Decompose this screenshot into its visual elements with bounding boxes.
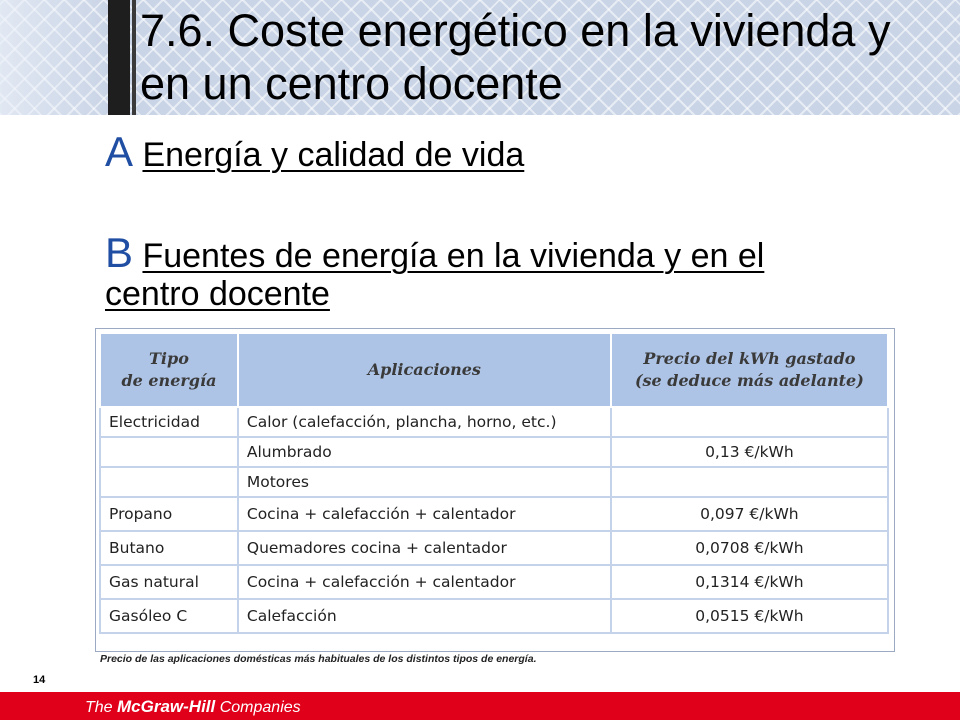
cell-tipo: Propano xyxy=(100,497,238,531)
cell-aplicacion: Calefacción xyxy=(238,599,611,633)
cell-aplicacion: Cocina + calefacción + calentador xyxy=(238,497,611,531)
header-precio: Precio del kWh gastado (se deduce más adelante) xyxy=(611,333,888,407)
cell-tipo: Butano xyxy=(100,531,238,565)
section-a xyxy=(105,128,524,176)
cell-precio xyxy=(611,467,888,497)
logo-suffix: Companies xyxy=(215,699,301,716)
section-letter: A xyxy=(105,128,134,175)
cell-precio: 0,13 €/kWh xyxy=(611,437,888,467)
header-banner xyxy=(0,0,960,115)
table-row xyxy=(100,497,888,531)
table-row xyxy=(100,599,888,633)
logo-prefix: The xyxy=(85,699,118,716)
cell-tipo xyxy=(100,467,238,497)
cell-precio: 0,0708 €/kWh xyxy=(611,531,888,565)
table-row xyxy=(100,437,888,467)
energy-table-container xyxy=(95,328,895,652)
header-accent-bar xyxy=(108,0,130,115)
cell-tipo xyxy=(100,437,238,467)
cell-aplicacion: Calor (calefacción, plancha, horno, etc.) xyxy=(238,407,611,437)
table-row xyxy=(100,565,888,599)
section-title-link[interactable]: Fuentes de energía en la vivienda y en el centro docente xyxy=(105,237,765,313)
cell-tipo: Gas natural xyxy=(100,565,238,599)
header-accent-line xyxy=(132,0,136,115)
table-caption: Precio de las aplicaciones domésticas más habituales de los distintos tipos de energía. xyxy=(100,653,537,665)
cell-aplicacion: Motores xyxy=(238,467,611,497)
cell-precio: 0,0515 €/kWh xyxy=(611,599,888,633)
cell-tipo: Electricidad xyxy=(100,407,238,437)
header-pattern xyxy=(0,0,110,115)
cell-tipo: Gasóleo C xyxy=(100,599,238,633)
energy-table xyxy=(99,332,889,634)
section-letter: B xyxy=(105,229,134,276)
cell-precio: 0,097 €/kWh xyxy=(611,497,888,531)
table-header-row xyxy=(100,333,888,407)
page-number: 14 xyxy=(33,674,46,686)
footer-bar xyxy=(0,692,960,720)
section-title-link[interactable]: Energía y calidad de vida xyxy=(142,136,525,174)
logo-brand: McGraw-Hill xyxy=(117,697,216,716)
cell-aplicacion: Quemadores cocina + calentador xyxy=(238,531,611,565)
table-row xyxy=(100,407,888,437)
cell-aplicacion: Alumbrado xyxy=(238,437,611,467)
publisher-logo xyxy=(85,697,301,717)
header-aplicaciones: Aplicaciones xyxy=(238,333,611,407)
section-b xyxy=(105,229,845,313)
cell-aplicacion: Cocina + calefacción + calentador xyxy=(238,565,611,599)
cell-precio: 0,1314 €/kWh xyxy=(611,565,888,599)
header-tipo: Tipo de energía xyxy=(100,333,238,407)
table-row xyxy=(100,531,888,565)
table-row xyxy=(100,467,888,497)
cell-precio xyxy=(611,407,888,437)
slide-title: 7.6. Coste energético en la vivienda y en un centro docente xyxy=(140,5,891,109)
